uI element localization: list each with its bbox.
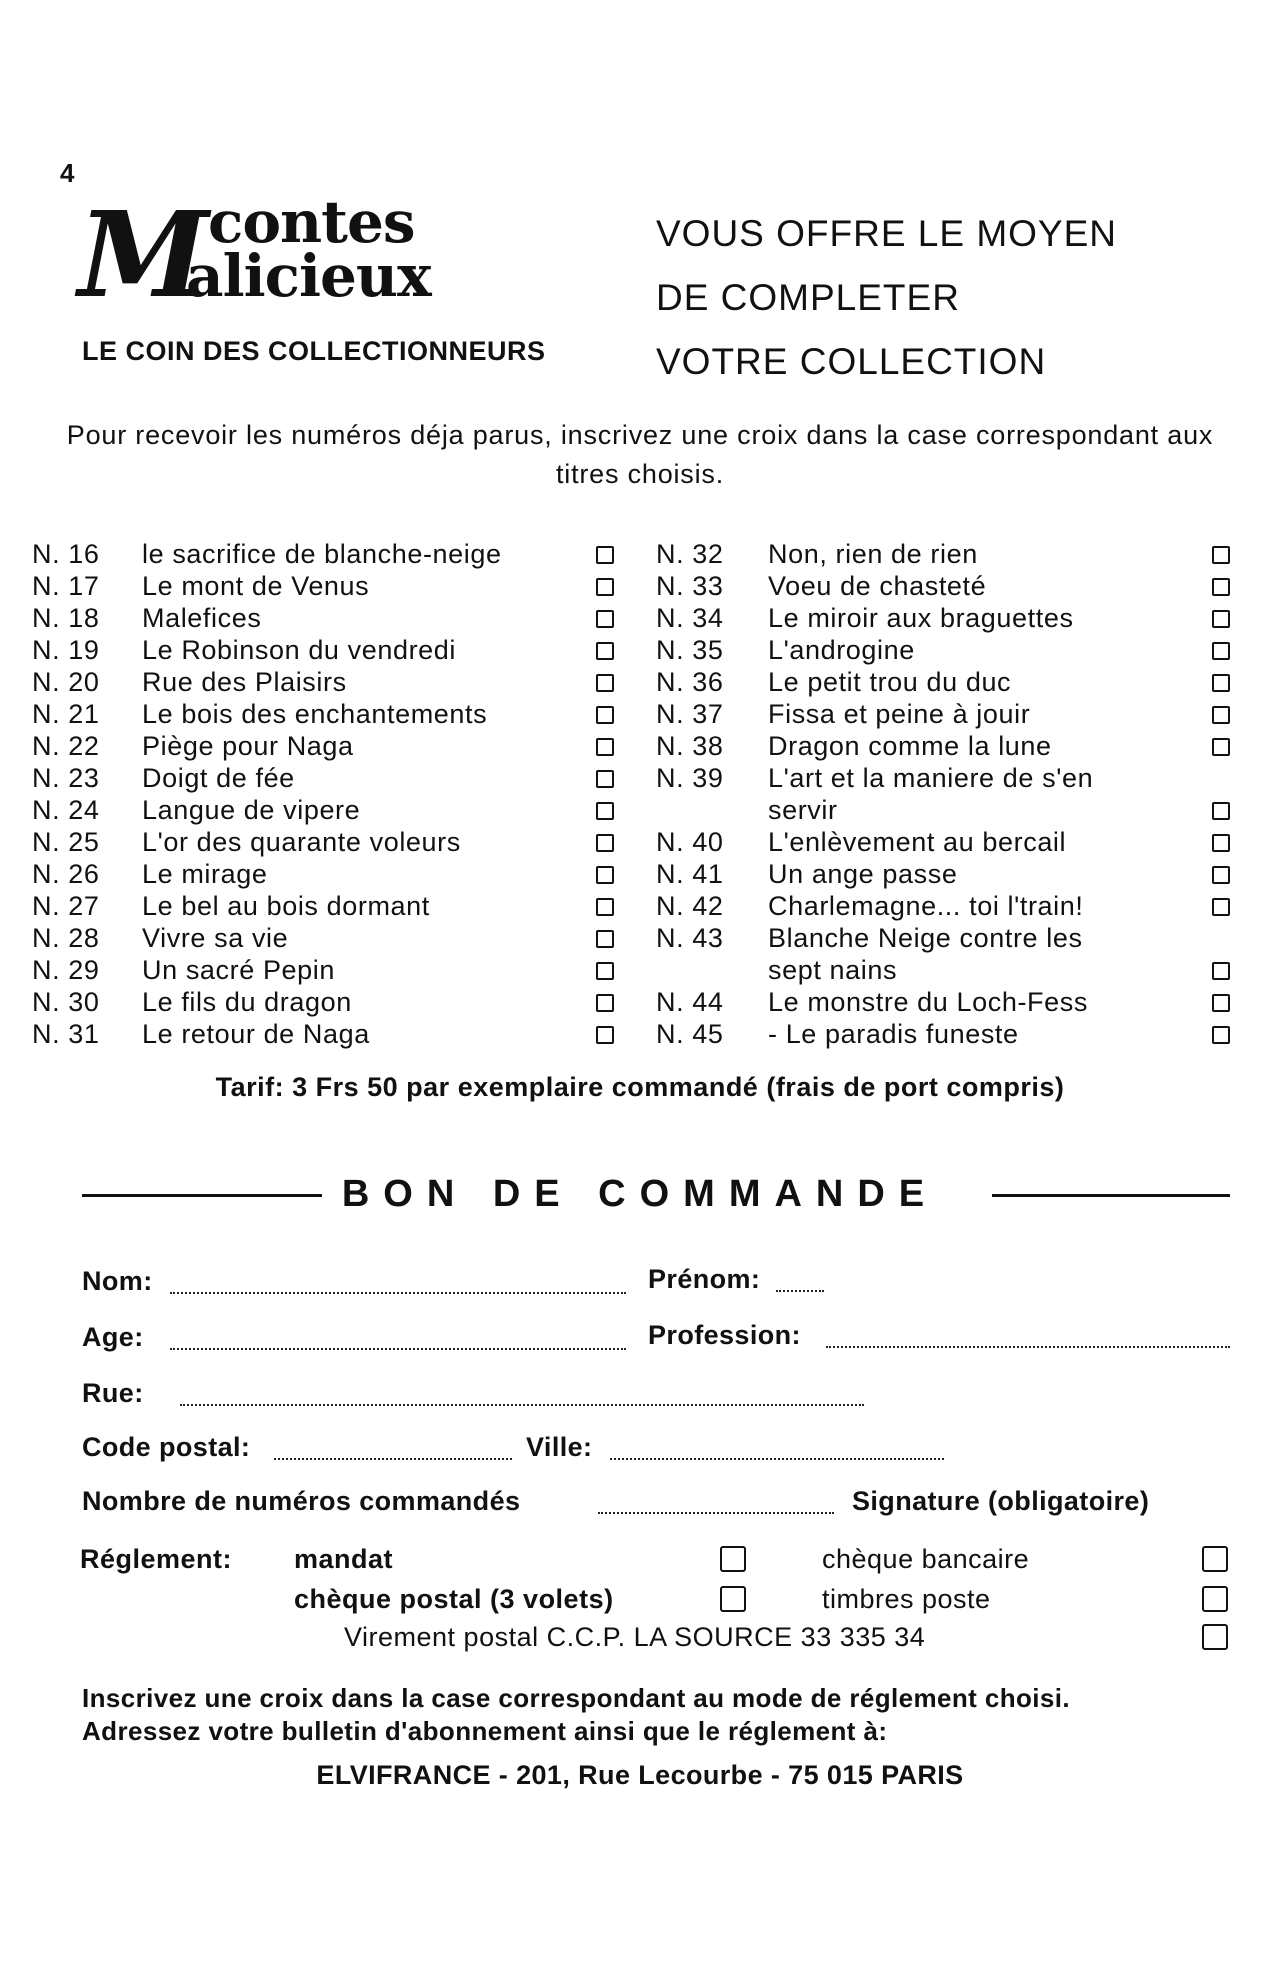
catalogue-item	[32, 730, 614, 762]
issue-number: N. 27	[32, 891, 100, 921]
tarif-text: Tarif: 3 Frs 50 par exemplaire commandé (frais de port compris)	[215, 1072, 1065, 1102]
issue-number: N. 38	[656, 731, 724, 761]
catalogue-item	[32, 794, 614, 826]
issue-title: Langue de vipere	[142, 795, 361, 825]
issue-number: N. 40	[656, 827, 724, 857]
rue-field[interactable]	[180, 1404, 864, 1406]
catalogue-list-left	[32, 538, 614, 1050]
catalogue-item	[656, 570, 1230, 602]
catalogue-list-right	[656, 538, 1230, 1050]
issue-title: Un ange passe	[768, 859, 958, 889]
issue-number: N. 45	[656, 1019, 724, 1049]
cheque-bancaire-label: chèque bancaire	[822, 1544, 1030, 1574]
logo-word-contes: contes	[208, 188, 415, 256]
prenom-label: Prénom:	[648, 1264, 761, 1294]
issue-checkbox[interactable]	[1212, 994, 1230, 1012]
issue-number: N. 18	[32, 603, 100, 633]
issue-checkbox[interactable]	[596, 578, 614, 596]
issue-checkbox[interactable]	[1212, 610, 1230, 628]
mandat-label: mandat	[294, 1544, 394, 1574]
issue-number: N. 34	[656, 603, 724, 633]
issue-title: L'or des quarante voleurs	[142, 827, 461, 857]
issue-title: L'enlèvement au bercail	[768, 827, 1067, 857]
issue-checkbox[interactable]	[1212, 834, 1230, 852]
issue-title: - Le paradis funeste	[768, 1019, 1019, 1049]
catalogue-item	[32, 602, 614, 634]
ville-label: Ville:	[526, 1432, 593, 1462]
issue-title: le sacrifice de blanche-neige	[142, 539, 502, 569]
catalogue-item	[32, 762, 614, 794]
issue-title-continued: sept nains	[768, 955, 898, 985]
issue-number: N. 37	[656, 699, 724, 729]
prenom-field[interactable]	[776, 1290, 824, 1292]
issue-checkbox[interactable]	[1212, 1026, 1230, 1044]
catalogue-item	[32, 538, 614, 570]
catalogue-item	[656, 826, 1230, 858]
issue-number: N. 39	[656, 763, 724, 793]
offer-heading	[656, 202, 1117, 394]
issue-title: Un sacré Pepin	[142, 955, 335, 985]
instructions	[82, 1682, 1070, 1748]
nombre-label: Nombre de numéros commandés	[82, 1486, 521, 1516]
issue-number: N. 28	[32, 923, 100, 953]
issue-checkbox[interactable]	[596, 674, 614, 692]
issue-checkbox[interactable]	[1212, 898, 1230, 916]
issue-checkbox[interactable]	[596, 1026, 614, 1044]
virement-label: Virement postal C.C.P. LA SOURCE 33 335 34	[344, 1622, 926, 1652]
issue-title: Fissa et peine à jouir	[768, 699, 1031, 729]
issue-checkbox[interactable]	[596, 834, 614, 852]
issue-title: Le monstre du Loch-Fess	[768, 987, 1088, 1017]
rue-label: Rue:	[82, 1378, 144, 1408]
catalogue-item	[32, 922, 614, 954]
issue-title: Dragon comme la lune	[768, 731, 1052, 761]
issue-title: Le mirage	[142, 859, 268, 889]
issue-title: L'art et la maniere de s'en	[768, 763, 1094, 793]
issue-checkbox[interactable]	[596, 706, 614, 724]
issue-checkbox[interactable]	[596, 610, 614, 628]
issue-title: L'androgine	[768, 635, 915, 665]
issue-title: Le mont de Venus	[142, 571, 370, 601]
issue-number: N. 22	[32, 731, 100, 761]
issue-number: N. 35	[656, 635, 724, 665]
catalogue-item	[32, 954, 614, 986]
catalogue-item	[32, 986, 614, 1018]
catalogue-item	[656, 762, 1230, 794]
issue-number: N. 23	[32, 763, 100, 793]
contes-malicieux-logo	[78, 185, 431, 326]
issue-title: Le bel au bois dormant	[142, 891, 430, 921]
issue-checkbox[interactable]	[596, 994, 614, 1012]
issue-title: Le bois des enchantements	[142, 699, 488, 729]
issue-checkbox[interactable]	[596, 866, 614, 884]
intro-text: Pour recevoir les numéros déja parus, inscrivez une croix dans la case correspondant aux titres choisis.	[66, 420, 1214, 489]
issue-title: Malefices	[142, 603, 262, 633]
title-rule-right	[992, 1194, 1230, 1197]
catalogue-item	[656, 890, 1230, 922]
catalogue-item	[32, 858, 614, 890]
reglement-label: Réglement:	[80, 1544, 233, 1574]
issue-number: N. 31	[32, 1019, 100, 1049]
timbres-poste-label: timbres poste	[822, 1584, 991, 1614]
issue-title: Charlemagne... toi l'train!	[768, 891, 1084, 921]
issue-number: N. 26	[32, 859, 100, 889]
issue-title: Le Robinson du vendredi	[142, 635, 457, 665]
age-field[interactable]	[170, 1348, 626, 1350]
issue-checkbox[interactable]	[1212, 546, 1230, 564]
issue-title: Piège pour Naga	[142, 731, 354, 761]
issue-title-continued: servir	[768, 795, 838, 825]
issue-number: N. 19	[32, 635, 100, 665]
offer-line-1: VOUS OFFRE LE MOYEN	[656, 213, 1118, 254]
issue-number: N. 29	[32, 955, 100, 985]
nom-field[interactable]	[170, 1292, 626, 1294]
issue-checkbox[interactable]	[596, 642, 614, 660]
logo-word-malicieux: alicieux	[186, 242, 431, 310]
catalogue-item	[656, 666, 1230, 698]
issue-title: Le miroir aux braguettes	[768, 603, 1074, 633]
issue-title: Le petit trou du duc	[768, 667, 1012, 697]
postal-address: ELVIFRANCE - 201, Rue Lecourbe - 75 015 PARIS	[316, 1760, 964, 1790]
profession-label: Profession:	[648, 1320, 801, 1350]
issue-checkbox[interactable]	[596, 802, 614, 820]
nom-label: Nom:	[82, 1266, 153, 1296]
issue-checkbox[interactable]	[1212, 642, 1230, 660]
catalogue-item-continued	[656, 794, 1230, 826]
instruction-line-1: Inscrivez une croix dans la case correspondant au mode de réglement choisi.	[82, 1683, 1070, 1713]
virement-checkbox[interactable]	[1202, 1624, 1228, 1650]
issue-number: N. 36	[656, 667, 724, 697]
timbres-poste-checkbox[interactable]	[1202, 1586, 1228, 1612]
issue-number: N. 21	[32, 699, 100, 729]
offer-line-3: VOTRE COLLECTION	[656, 341, 1047, 382]
catalogue-item	[32, 634, 614, 666]
issue-number: N. 25	[32, 827, 100, 857]
code-postal-label: Code postal:	[82, 1432, 251, 1462]
profession-field[interactable]	[826, 1346, 1230, 1348]
signature-label: Signature (obligatoire)	[852, 1486, 1150, 1516]
offer-line-2: DE COMPLETER	[656, 277, 960, 318]
catalogue-item	[656, 698, 1230, 730]
ville-field[interactable]	[610, 1458, 944, 1460]
cheque-bancaire-checkbox[interactable]	[1202, 1546, 1228, 1572]
catalogue-item	[656, 634, 1230, 666]
age-label: Age:	[82, 1322, 144, 1352]
catalogue-item	[32, 570, 614, 602]
issue-number: N. 17	[32, 571, 100, 601]
issue-checkbox[interactable]	[1212, 674, 1230, 692]
catalogue-item-continued	[656, 954, 1230, 986]
catalogue-item	[32, 890, 614, 922]
mandat-checkbox[interactable]	[720, 1546, 746, 1572]
catalogue-item	[656, 730, 1230, 762]
issue-title: Doigt de fée	[142, 763, 295, 793]
issue-title: Non, rien de rien	[768, 539, 978, 569]
issue-number: N. 33	[656, 571, 724, 601]
issue-number: N. 32	[656, 539, 724, 569]
issue-title: Voeu de chasteté	[768, 571, 987, 601]
catalogue-item	[32, 826, 614, 858]
catalogue-item	[656, 538, 1230, 570]
issue-number: N. 20	[32, 667, 100, 697]
issue-title: Vivre sa vie	[142, 923, 289, 953]
issue-number: N. 41	[656, 859, 724, 889]
catalogue-item	[656, 986, 1230, 1018]
issue-checkbox[interactable]	[1212, 578, 1230, 596]
issue-number: N. 43	[656, 923, 724, 953]
page-number: 4	[60, 158, 75, 188]
issue-checkbox[interactable]	[1212, 738, 1230, 756]
catalogue-item	[32, 698, 614, 730]
issue-checkbox[interactable]	[596, 962, 614, 980]
cheque-postal-label: chèque postal (3 volets)	[294, 1584, 614, 1614]
issue-title: Le fils du dragon	[142, 987, 352, 1017]
issue-checkbox[interactable]	[596, 770, 614, 788]
issue-number: N. 24	[32, 795, 100, 825]
catalogue-item	[32, 666, 614, 698]
issue-checkbox[interactable]	[1212, 866, 1230, 884]
catalogue-item	[656, 858, 1230, 890]
issue-title: Rue des Plaisirs	[142, 667, 347, 697]
coin-collectionneurs-heading: LE COIN DES COLLECTIONNEURS	[82, 336, 546, 366]
issue-number: N. 30	[32, 987, 100, 1017]
nombre-field[interactable]	[598, 1512, 834, 1514]
catalogue-item	[32, 1018, 614, 1050]
code-postal-field[interactable]	[274, 1458, 512, 1460]
issue-checkbox[interactable]	[1212, 706, 1230, 724]
issue-checkbox[interactable]	[1212, 962, 1230, 980]
issue-checkbox[interactable]	[596, 546, 614, 564]
issue-title: Blanche Neige contre les	[768, 923, 1083, 953]
issue-number: N. 44	[656, 987, 724, 1017]
cheque-postal-checkbox[interactable]	[720, 1586, 746, 1612]
issue-checkbox[interactable]	[596, 898, 614, 916]
catalogue-item	[656, 602, 1230, 634]
catalogue-item	[656, 922, 1230, 954]
issue-checkbox[interactable]	[596, 930, 614, 948]
issue-checkbox[interactable]	[596, 738, 614, 756]
issue-title: Le retour de Naga	[142, 1019, 370, 1049]
issue-number: N. 42	[656, 891, 724, 921]
logo-initial: M	[78, 185, 205, 324]
order-form-title: BON DE COMMANDE	[341, 1173, 939, 1215]
issue-checkbox[interactable]	[1212, 802, 1230, 820]
catalogue-item	[656, 1018, 1230, 1050]
issue-number: N. 16	[32, 539, 100, 569]
instruction-line-2: Adressez votre bulletin d'abonnement ainsi que le réglement à:	[82, 1716, 888, 1746]
